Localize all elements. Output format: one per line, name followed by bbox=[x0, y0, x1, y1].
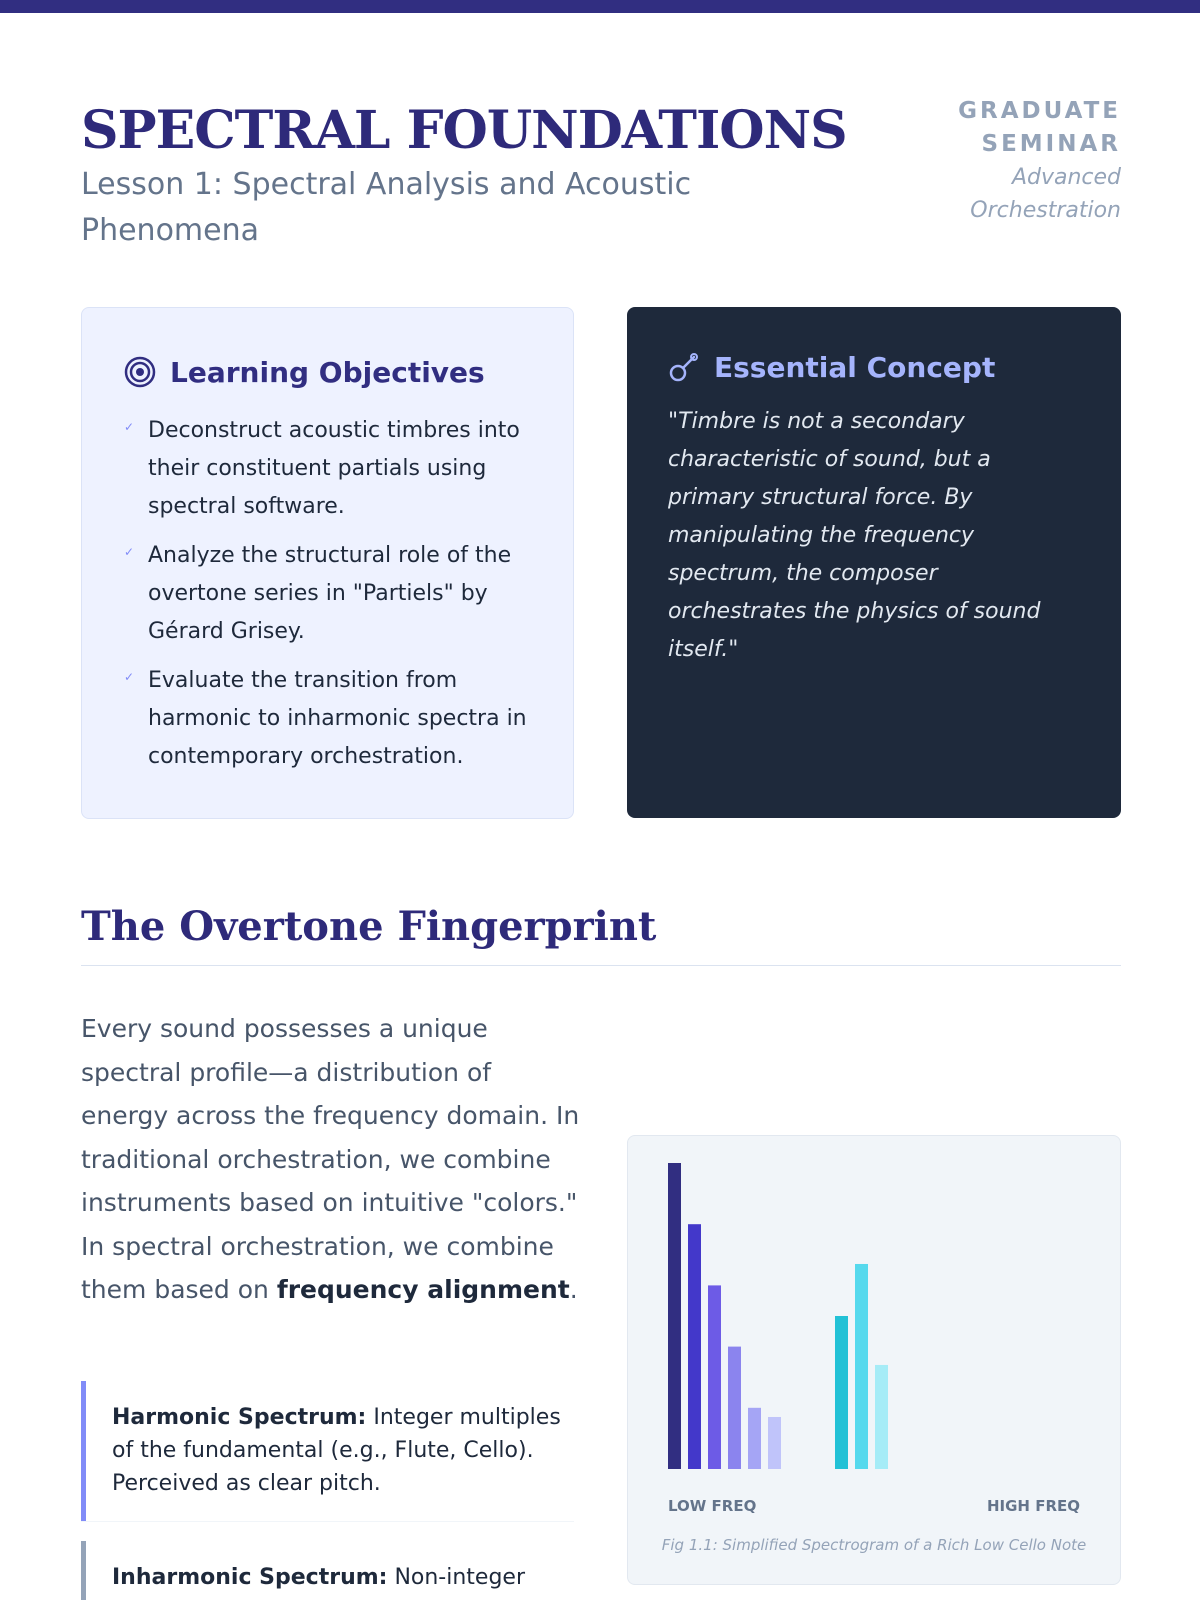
page-header bbox=[81, 95, 1121, 255]
objective-text: Deconstruct acoustic timbres into their constituent partials using spectral software. bbox=[148, 418, 520, 519]
check-icon: ✓ bbox=[124, 670, 135, 684]
target-icon bbox=[124, 356, 156, 388]
check-icon: ✓ bbox=[124, 420, 135, 434]
list-item bbox=[124, 412, 533, 526]
objective-text: Analyze the structural role of the overtone series in "Partiels" by Gérard Grisey. bbox=[148, 543, 512, 644]
learning-objectives-card bbox=[81, 307, 574, 819]
list-item bbox=[124, 537, 533, 651]
paragraph-emphasis: frequency alignment bbox=[276, 1275, 570, 1304]
lesson-subtitle: Lesson 1: Spectral Analysis and Acoustic Phenomena bbox=[81, 167, 692, 248]
list-item bbox=[124, 662, 533, 776]
section-divider bbox=[81, 965, 1121, 966]
spectrogram-chart bbox=[628, 1136, 1120, 1486]
inharmonic-text: Non-integer bbox=[387, 1565, 526, 1590]
spectrogram-figure bbox=[627, 1135, 1121, 1585]
spectrum-bar bbox=[668, 1163, 681, 1469]
top-accent-bar bbox=[0, 0, 1200, 13]
paragraph-end: . bbox=[569, 1275, 578, 1304]
check-icon: ✓ bbox=[124, 545, 135, 559]
objectives-header bbox=[124, 352, 533, 392]
badge-line-2: SEMINAR bbox=[981, 131, 1121, 157]
key-icon bbox=[668, 351, 700, 383]
spectrum-bar bbox=[708, 1285, 721, 1469]
page-title: SPECTRAL FOUNDATIONS bbox=[81, 100, 847, 161]
section-paragraph bbox=[81, 1007, 581, 1312]
badge-sub-1: Advanced bbox=[1011, 165, 1121, 190]
high-freq-label: HIGH FREQ bbox=[986, 1497, 1080, 1515]
badge-sub-2: Orchestration bbox=[970, 198, 1121, 223]
concept-header bbox=[668, 347, 1081, 387]
course-badge bbox=[901, 95, 1121, 227]
objectives-list bbox=[124, 412, 533, 776]
concept-title: Essential Concept bbox=[714, 350, 996, 384]
harmonic-label: Harmonic Spectrum: bbox=[112, 1405, 367, 1430]
inharmonic-label: Inharmonic Spectrum: bbox=[112, 1565, 388, 1590]
low-freq-label: LOW FREQ bbox=[668, 1497, 757, 1515]
badge-line-1: GRADUATE bbox=[958, 98, 1121, 124]
harmonic-spectrum-callout bbox=[81, 1381, 574, 1521]
objective-text: Evaluate the transition from harmonic to inharmonic spectra in contemporary orchestration. bbox=[148, 668, 527, 769]
inharmonic-spectrum-callout bbox=[81, 1541, 574, 1600]
spectrum-bar bbox=[768, 1417, 781, 1469]
harmonic-text: Integer multiples of the fundamental (e.g., Flute, Cello). Perceived as clear pitch. bbox=[112, 1405, 561, 1496]
spectrum-bar bbox=[748, 1408, 761, 1469]
objectives-title: Learning Objectives bbox=[170, 355, 485, 389]
spectrum-bar bbox=[855, 1264, 868, 1469]
paragraph-text: Every sound possesses a unique spectral profile—a distribution of energy across the frequency domain. In traditional orchestration, we combine instruments based on intuitive "colors." In spectral orchestration, we combine them based on bbox=[81, 1014, 580, 1304]
concept-quote: "Timbre is not a secondary characteristic of sound, but a primary structural force. By manipulating the frequency spectrum, the composer orchestrates the physics of sound itself." bbox=[668, 409, 1041, 662]
section-title: The Overtone Fingerprint bbox=[81, 903, 657, 950]
spectrum-bar bbox=[835, 1316, 848, 1469]
spectrum-bar bbox=[728, 1347, 741, 1469]
figure-caption: Fig 1.1: Simplified Spectrogram of a Rich Low Cello Note bbox=[661, 1536, 1087, 1554]
spectrum-bar bbox=[875, 1365, 888, 1469]
spectrum-bar bbox=[688, 1224, 701, 1469]
essential-concept-card bbox=[627, 307, 1121, 818]
